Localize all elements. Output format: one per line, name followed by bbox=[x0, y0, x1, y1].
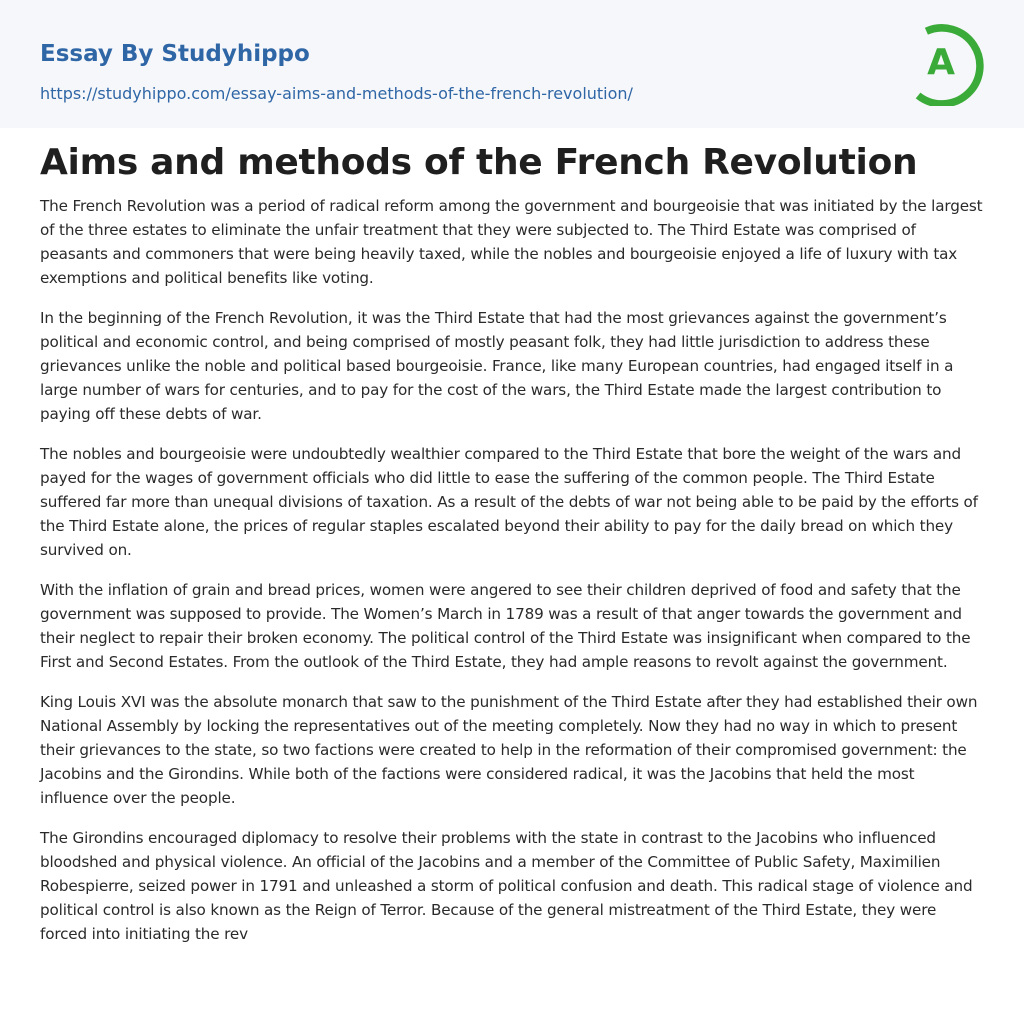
essay-paragraph-4: With the inflation of grain and bread prices, women were angered to see their children deprived of food and safety that the government was supposed to provide. The Women’s March in 1789 was a result of that anger towards the government and their neglect to repair their broken economy. The political control of the Third Estate was insignificant when compared to the First and Second Estates. From the outlook of the Third Estate, they had ample reasons to revolt against the government. bbox=[40, 581, 971, 671]
essay-paragraph-5: King Louis XVI was the absolute monarch that saw to the punishment of the Third Estate after they had established their own National Assembly by locking the representatives out of the meeting completely. Now they had no way in which to present their grievances to the state, so two factions were created to help in the reformation of their compromised government: the Jacobins and the Girondins. While both of the factions were considered radical, it was the Jacobins that held the most influence over the people. bbox=[40, 693, 978, 807]
page-title: Aims and methods of the French Revolution bbox=[40, 142, 918, 183]
essay-paragraph-6: The Girondins encouraged diplomacy to resolve their problems with the state in contrast to the Jacobins who influenced bloodshed and physical violence. An official of the Jacobins and a member of the Committee of Public Safety, Maximilien Robespierre, seized power in 1791 and unleashed a storm of political confusion and death. This radical stage of violence and political control is also known as the Reign of Terror. Because of the general mistreatment of the Third Estate, they were forced into initiating the rev bbox=[40, 829, 973, 943]
essay-body bbox=[40, 194, 984, 962]
site-header bbox=[0, 0, 1024, 128]
logo-letter: A bbox=[927, 42, 955, 83]
essay-paragraph-3: The nobles and bourgeoisie were undoubtedly wealthier compared to the Third Estate that bore the weight of the wars and payed for the wages of government officials who did little to ease the suffering of the common people. The Third Estate suffered far more than unequal divisions of taxation. As a result of the debts of war not being able to be paid by the efforts of the Third Estate alone, the prices of regular staples escalated beyond their ability to pay for the daily bread on which they survived on. bbox=[40, 445, 978, 559]
essay-paragraph-2: In the beginning of the French Revolution, it was the Third Estate that had the most grievances against the government’s political and economic control, and being comprised of mostly peasant folk, they had little jurisdiction to address these grievances unlike the noble and political based bourgeoisie. France, like many European countries, had engaged itself in a large number of wars for centuries, and to pay for the cost of the wars, the Third Estate made the largest contribution to paying off these debts of war. bbox=[40, 309, 954, 423]
essay-paragraph-1: The French Revolution was a period of radical reform among the government and bourgeoisie that was initiated by the largest of the three estates to eliminate the unfair treatment that they were subjected to. The Third Estate was comprised of peasants and commoners that were being heavily taxed, while the nobles and bourgeoisie enjoyed a life of luxury with tax exemptions and political benefits like voting. bbox=[40, 197, 983, 287]
site-brand[interactable]: Essay By Studyhippo bbox=[40, 41, 310, 67]
studyhippo-logo-icon[interactable] bbox=[903, 18, 987, 106]
essay-url-link[interactable]: https://studyhippo.com/essay-aims-and-methods-of-the-french-revolution/ bbox=[40, 84, 633, 103]
